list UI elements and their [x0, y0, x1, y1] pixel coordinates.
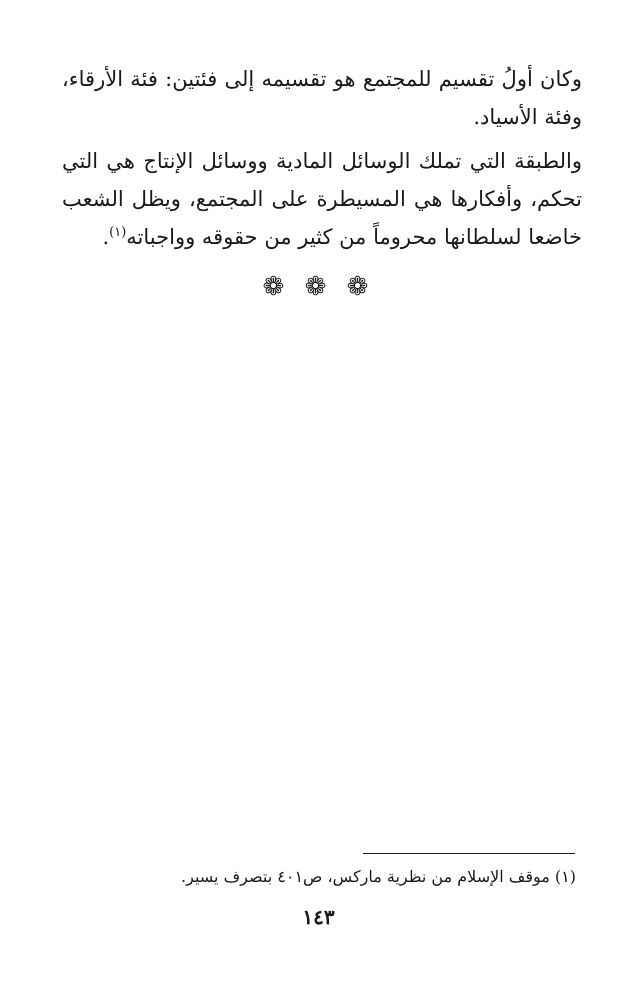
footnote-reference: (١)	[109, 225, 127, 240]
page-number: ١٤٣	[302, 905, 335, 929]
section-separator	[0, 272, 637, 302]
paragraph-2-end-mark: .	[102, 225, 110, 249]
footnote	[120, 862, 576, 892]
footnote-text: (١) موقف الإسلام من نظرية ماركس، ص٤٠١ بتصرف يسير.	[181, 867, 576, 886]
body-paragraph-2	[62, 142, 582, 256]
flower-ornament-icon: ❁	[304, 272, 333, 302]
flower-ornament-icon: ❁	[346, 272, 375, 302]
flower-ornament-icon: ❁	[262, 272, 291, 302]
footnote-divider	[363, 853, 575, 854]
paragraph-2-text: والطبقة التي تملك الوسائل المادية ووسائل الإنتاج هي التي تحكم، وأفكارها هي المسيطرة على المجتمع، ويظل الشعب خاضعا لسلطانها محروماً من كثير من حقوقه وواجباته	[62, 149, 582, 249]
paragraph-1-text: وكان أولُ تقسيم للمجتمع هو تقسيمه إلى فئتين: فئة الأرقاء، وفئة الأسياد.	[62, 67, 582, 129]
body-paragraph-1	[62, 60, 582, 136]
